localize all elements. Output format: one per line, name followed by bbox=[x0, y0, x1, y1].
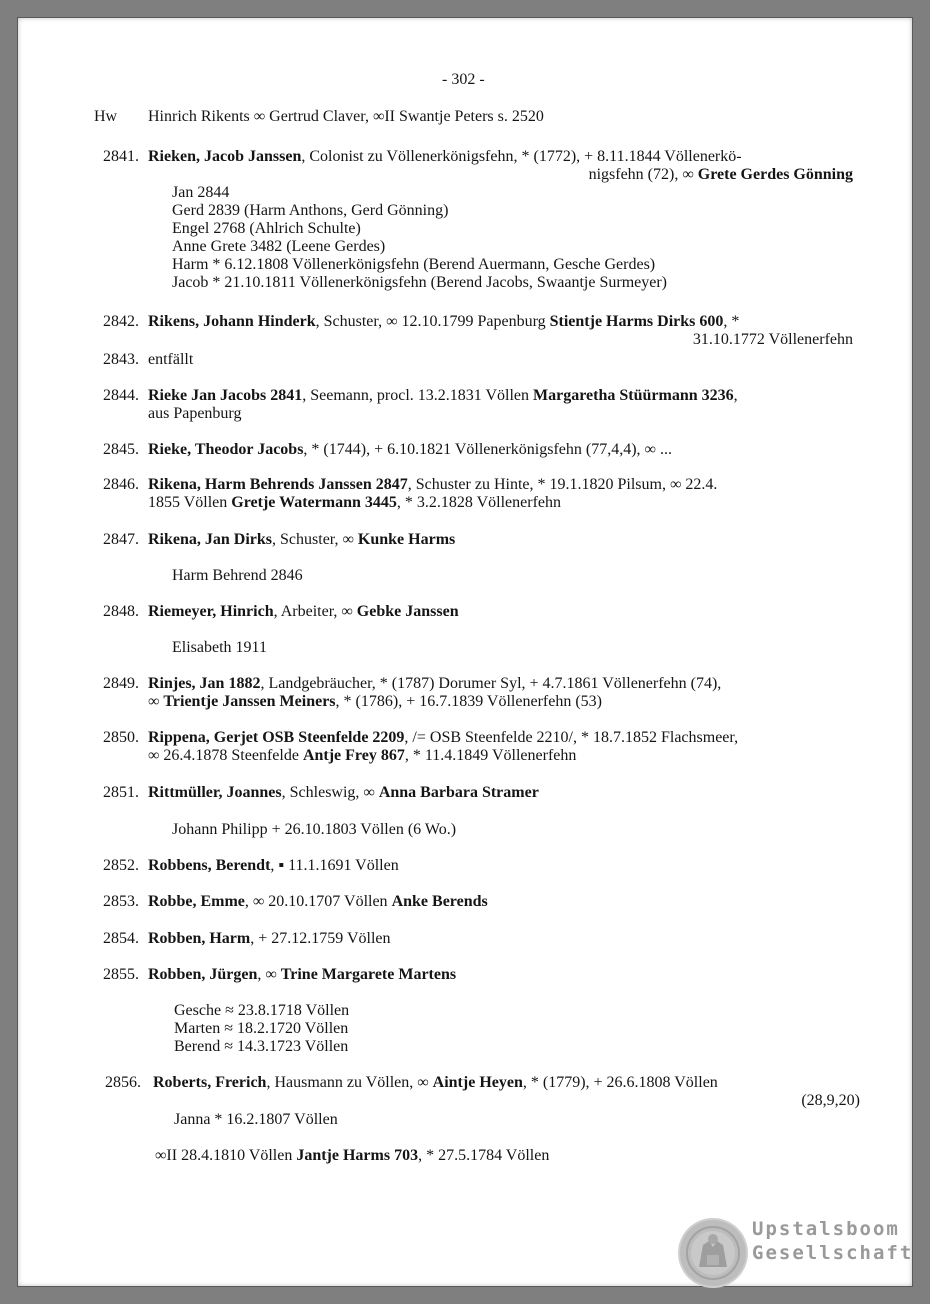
entry-line bbox=[148, 893, 488, 911]
spouse-name: Margaretha Stüürmann 3236 bbox=[533, 387, 734, 404]
entry-line bbox=[148, 729, 738, 747]
entry-number: 2850. bbox=[103, 729, 139, 746]
entry-number: 2847. bbox=[103, 531, 139, 548]
entry-line-2: aus Papenburg bbox=[148, 405, 242, 422]
seal-icon bbox=[677, 1217, 749, 1289]
entry-details: 1855 Völlen bbox=[148, 494, 232, 511]
entry-line-2 bbox=[589, 166, 853, 184]
entry-details: , Seemann, procl. 13.2.1831 Völlen bbox=[302, 387, 534, 404]
child-line: Anne Grete 3482 (Leene Gerdes) bbox=[172, 238, 386, 255]
second-marriage-line bbox=[155, 1147, 549, 1165]
person-name: Rikena, Harm Behrends Janssen 2847 bbox=[148, 476, 408, 493]
entry-details: , ∞ 20.10.1707 Völlen bbox=[244, 893, 392, 910]
entry-details: , * bbox=[723, 313, 740, 330]
entry-details: , * 27.5.1784 Völlen bbox=[418, 1147, 550, 1164]
entry-details: , * (1786), + 16.7.1839 Völlenerfehn (53) bbox=[335, 693, 602, 710]
entry-line bbox=[148, 857, 399, 875]
person-name: Robbe, Emme bbox=[148, 893, 245, 910]
child-line: Berend ≈ 14.3.1723 Völlen bbox=[174, 1038, 349, 1055]
entry-number: 2849. bbox=[103, 675, 139, 692]
entry-details: , Landgebräucher, * (1787) Dorumer Syl, + 4.7.1861 Völlenerfehn (74), bbox=[260, 675, 722, 692]
person-name: Rieke Jan Jacobs 2841 bbox=[148, 387, 303, 404]
entry-line bbox=[148, 476, 717, 494]
entry-line bbox=[148, 603, 459, 621]
spouse-name: Jantje Harms 703 bbox=[296, 1147, 419, 1164]
logo-text-line-2: Gesellschaft bbox=[752, 1242, 914, 1264]
entry-details: , Schleswig, ∞ bbox=[281, 784, 379, 801]
entry-details: , Schuster, ∞ bbox=[272, 531, 358, 548]
child-line: Jacob * 21.10.1811 Völlenerkönigsfehn (Berend Jacobs, Swaantje Surmeyer) bbox=[172, 274, 667, 291]
person-name: Rieken, Jacob Janssen bbox=[148, 148, 302, 165]
entry-details: , /= OSB Steenfelde 2210/, * 18.7.1852 Flachsmeer, bbox=[404, 729, 739, 746]
person-name: Robben, Jürgen bbox=[148, 966, 258, 983]
child-line: Marten ≈ 18.2.1720 Völlen bbox=[174, 1020, 349, 1037]
entry-line-2: (28,9,20) bbox=[801, 1092, 860, 1109]
spouse-name: Gebke Janssen bbox=[356, 603, 459, 620]
entry-details: , * 11.4.1849 Völlenerfehn bbox=[404, 747, 577, 764]
entry-number: 2846. bbox=[103, 476, 139, 493]
person-name: Rikena, Jan Dirks bbox=[148, 531, 273, 548]
person-name: Roberts, Frerich bbox=[153, 1074, 267, 1091]
entry-details: , Schuster, ∞ 12.10.1799 Papenburg bbox=[315, 313, 550, 330]
entry-number: 2841. bbox=[103, 148, 139, 165]
spouse-name: Stientje Harms Dirks 600 bbox=[549, 313, 724, 330]
entry-line-2 bbox=[148, 747, 576, 765]
spouse-name: Gretje Watermann 3445 bbox=[231, 494, 397, 511]
entry-details: , * (1744), + 6.10.1821 Völlenerkönigsfehn (77,4,4), ∞ ... bbox=[303, 441, 672, 458]
entry-line bbox=[148, 531, 455, 549]
spouse-name: Kunke Harms bbox=[357, 531, 456, 548]
entry-details: , bbox=[733, 387, 738, 404]
entry-details: , * 3.2.1828 Völlenerfehn bbox=[396, 494, 561, 511]
entry-details: nigsfehn (72), ∞ bbox=[588, 166, 698, 183]
person-name: Robben, Harm bbox=[148, 930, 251, 947]
person-name: Rikens, Johann Hinderk bbox=[148, 313, 316, 330]
entry-line-2 bbox=[148, 693, 602, 711]
entry-line bbox=[148, 784, 539, 802]
person-name: Rinjes, Jan 1882 bbox=[148, 675, 261, 692]
entry-line bbox=[153, 1074, 718, 1092]
child-line: Harm * 6.12.1808 Völlenerkönigsfehn (Berend Auermann, Gesche Gerdes) bbox=[172, 256, 656, 273]
entry-number: 2854. bbox=[103, 930, 139, 947]
page-number: - 302 - bbox=[442, 71, 485, 88]
entry-line bbox=[148, 966, 456, 984]
entry-line bbox=[148, 930, 391, 948]
entry-details: , ▪ 11.1.1691 Völlen bbox=[270, 857, 399, 874]
spouse-name: Trientje Janssen Meiners bbox=[163, 693, 336, 710]
entry-line-2: 31.10.1772 Völlenerfehn bbox=[692, 331, 853, 348]
spouse-name: Antje Frey 867 bbox=[302, 747, 405, 764]
entry-number: 2855. bbox=[103, 966, 139, 983]
entry-details: ∞ bbox=[148, 693, 164, 710]
person-name: Robbens, Berendt bbox=[148, 857, 271, 874]
entry-number: 2848. bbox=[103, 603, 139, 620]
hw-text: Hinrich Rikents ∞ Gertrud Claver, ∞II Swantje Peters s. 2520 bbox=[148, 108, 544, 125]
child-line: Elisabeth 1911 bbox=[172, 639, 267, 656]
entry-number: 2856. bbox=[105, 1074, 141, 1091]
entry-details: ∞ 26.4.1878 Steenfelde bbox=[148, 747, 303, 764]
entry-line bbox=[148, 387, 738, 405]
spouse-name: Grete Gerdes Gönning bbox=[697, 166, 853, 183]
child-line: Engel 2768 (Ahlrich Schulte) bbox=[172, 220, 361, 237]
entry-details: , Colonist zu Völlenerkönigsfehn, * (1772), + 8.11.1844 Völlenerkö- bbox=[301, 148, 742, 165]
entry-line-2 bbox=[148, 494, 561, 512]
entry-number: 2844. bbox=[103, 387, 139, 404]
spouse-name: Trine Margarete Martens bbox=[280, 966, 457, 983]
entry-details: , ∞ bbox=[257, 966, 281, 983]
person-name: Rippena, Gerjet OSB Steenfelde 2209 bbox=[148, 729, 405, 746]
entry-number: 2851. bbox=[103, 784, 139, 801]
child-line: Johann Philipp + 26.10.1803 Völlen (6 Wo.) bbox=[172, 821, 457, 838]
child-line: Jan 2844 bbox=[172, 184, 230, 201]
entry-number: 2843. bbox=[103, 351, 139, 368]
entry-number: 2842. bbox=[103, 313, 139, 330]
entry-number: 2853. bbox=[103, 893, 139, 910]
spouse-name: Anke Berends bbox=[391, 893, 488, 910]
entry-details: , Hausmann zu Völlen, ∞ bbox=[266, 1074, 433, 1091]
entry-details: , + 27.12.1759 Völlen bbox=[250, 930, 391, 947]
entry-details: , * (1779), + 26.6.1808 Völlen bbox=[522, 1074, 718, 1091]
child-line: Janna * 16.2.1807 Völlen bbox=[174, 1111, 338, 1128]
person-name: Riemeyer, Hinrich bbox=[148, 603, 274, 620]
child-line: Harm Behrend 2846 bbox=[172, 567, 303, 584]
child-line: Gesche ≈ 23.8.1718 Völlen bbox=[174, 1002, 350, 1019]
logo-text-line-1: Upstalsboom bbox=[752, 1218, 900, 1240]
entry-details: , Arbeiter, ∞ bbox=[273, 603, 357, 620]
person-name: Rieke, Theodor Jacobs bbox=[148, 441, 304, 458]
child-line: Gerd 2839 (Harm Anthons, Gerd Gönning) bbox=[172, 202, 449, 219]
spouse-name: Aintje Heyen bbox=[432, 1074, 523, 1091]
entry-line: entfällt bbox=[148, 351, 194, 368]
entry-number: 2852. bbox=[103, 857, 139, 874]
entry-number: 2845. bbox=[103, 441, 139, 458]
entry-line bbox=[148, 675, 721, 693]
entry-details: , Schuster zu Hinte, * 19.1.1820 Pilsum, ∞ 22.4. bbox=[407, 476, 718, 493]
person-name: Rittmüller, Joannes bbox=[148, 784, 282, 801]
entry-line bbox=[148, 441, 672, 459]
entry-line bbox=[148, 148, 742, 166]
document-page bbox=[17, 17, 913, 1287]
hw-label: Hw bbox=[94, 108, 118, 125]
entry-line bbox=[148, 313, 739, 331]
spouse-name: Anna Barbara Stramer bbox=[378, 784, 539, 801]
entry-details: ∞II 28.4.1810 Völlen bbox=[155, 1147, 297, 1164]
